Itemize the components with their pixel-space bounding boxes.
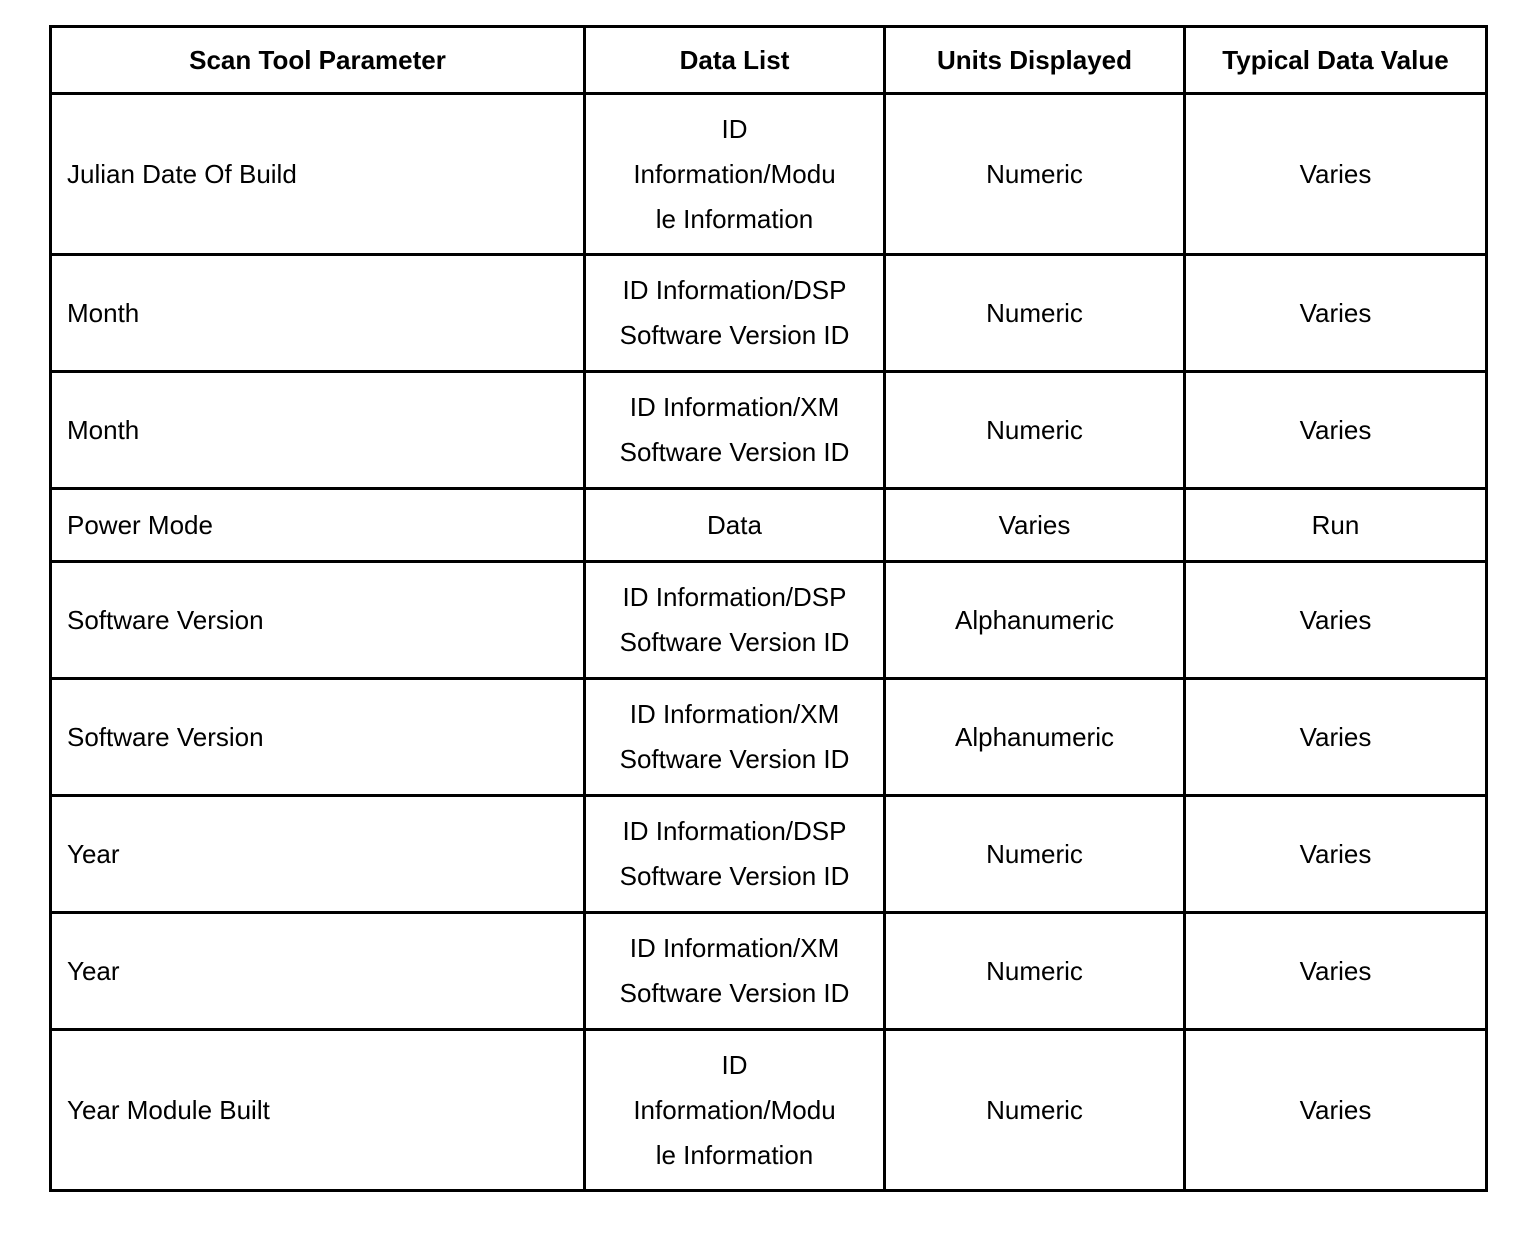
units-cell: Numeric: [885, 372, 1185, 489]
parameter-cell: Month: [51, 255, 585, 372]
header-scan-tool-parameter: Scan Tool Parameter: [51, 27, 585, 94]
typical-value-cell: Varies: [1185, 372, 1487, 489]
table-row: [51, 679, 1487, 796]
header-data-list: Data List: [585, 27, 885, 94]
typical-value-cell: Varies: [1185, 94, 1487, 255]
units-cell: Alphanumeric: [885, 679, 1185, 796]
data-list-cell: [585, 94, 885, 255]
parameter-cell: Software Version: [51, 679, 585, 796]
parameter-cell: Year: [51, 913, 585, 1030]
data-list-text: ID Information/XM Software Version ID: [619, 699, 850, 774]
units-cell: Varies: [885, 489, 1185, 562]
scan-tool-data-table: [49, 25, 1488, 1192]
typical-value-cell: Varies: [1185, 913, 1487, 1030]
data-list-text: ID Information/DSP Software Version ID: [619, 582, 850, 657]
parameter-cell: Power Mode: [51, 489, 585, 562]
parameter-cell: Julian Date Of Build: [51, 94, 585, 255]
data-list-cell: [585, 913, 885, 1030]
data-list-text: ID Information/DSP Software Version ID: [619, 816, 850, 891]
table-row: [51, 489, 1487, 562]
units-cell: Numeric: [885, 94, 1185, 255]
table-row: [51, 796, 1487, 913]
data-list-text: ID Information/Modu le Information: [633, 113, 836, 234]
typical-value-cell: Run: [1185, 489, 1487, 562]
units-cell: Numeric: [885, 1030, 1185, 1191]
typical-value-cell: Varies: [1185, 255, 1487, 372]
table-row: [51, 372, 1487, 489]
table-row: [51, 913, 1487, 1030]
data-list-cell: [585, 796, 885, 913]
parameter-cell: Month: [51, 372, 585, 489]
parameter-cell: Year: [51, 796, 585, 913]
data-list-text: ID Information/XM Software Version ID: [619, 933, 850, 1008]
table-row: [51, 562, 1487, 679]
data-list-cell: [585, 1030, 885, 1191]
parameter-cell: Year Module Built: [51, 1030, 585, 1191]
typical-value-cell: Varies: [1185, 679, 1487, 796]
data-list-cell: [585, 489, 885, 562]
parameter-cell: Software Version: [51, 562, 585, 679]
table-row: [51, 94, 1487, 255]
header-typical-data-value: Typical Data Value: [1185, 27, 1487, 94]
data-list-cell: [585, 562, 885, 679]
header-units-displayed: Units Displayed: [885, 27, 1185, 94]
data-list-text: Data: [707, 509, 762, 540]
data-list-text: ID Information/XM Software Version ID: [619, 392, 850, 467]
data-list-cell: [585, 255, 885, 372]
table-row: [51, 1030, 1487, 1191]
data-list-text: ID Information/DSP Software Version ID: [619, 275, 850, 350]
table-header-row: [51, 27, 1487, 94]
units-cell: Numeric: [885, 255, 1185, 372]
units-cell: Alphanumeric: [885, 562, 1185, 679]
typical-value-cell: Varies: [1185, 1030, 1487, 1191]
units-cell: Numeric: [885, 913, 1185, 1030]
data-list-text: ID Information/Modu le Information: [633, 1049, 836, 1170]
data-list-cell: [585, 372, 885, 489]
data-list-cell: [585, 679, 885, 796]
units-cell: Numeric: [885, 796, 1185, 913]
typical-value-cell: Varies: [1185, 562, 1487, 679]
typical-value-cell: Varies: [1185, 796, 1487, 913]
table-row: [51, 255, 1487, 372]
